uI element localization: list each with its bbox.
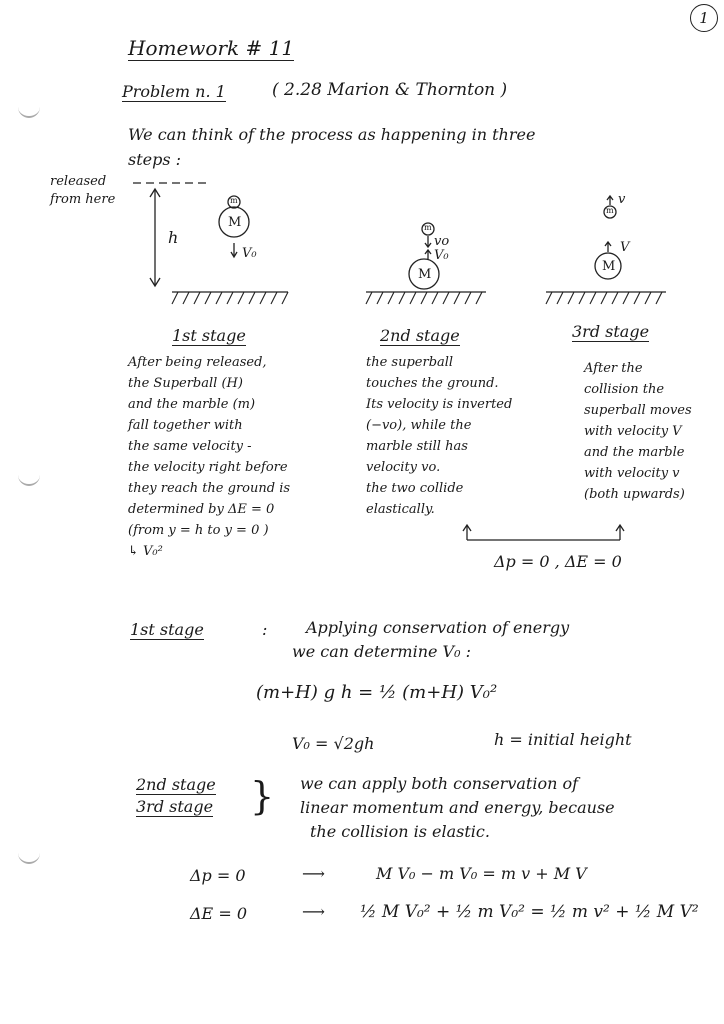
stage2-v0-up-label: V₀ xyxy=(434,248,449,263)
section1-height-definition: h = initial height xyxy=(494,730,632,749)
section1-energy-equation: (m+H) g h = ½ (m+H) V₀² xyxy=(256,682,498,703)
energy-equation: ½ M V₀² + ½ m V₀² = ½ m v² + ½ M V² xyxy=(360,902,699,922)
s2-line: the superball xyxy=(366,355,454,370)
stage3-mass-M: M xyxy=(602,259,616,274)
stage-conservation: Δp = 0 , ΔE = 0 xyxy=(494,552,622,571)
section1-text-2: we can determine V₀ : xyxy=(292,642,471,661)
momentum-arrow: ⟶ xyxy=(302,864,325,883)
stage3-title: 3rd stage xyxy=(572,322,650,341)
page-number: 1 xyxy=(690,4,718,32)
section2-text-1: we can apply both conservation of xyxy=(300,774,579,793)
stage1-title: 1st stage xyxy=(172,326,246,345)
problem-reference: ( 2.28 Marion & Thornton ) xyxy=(272,80,508,100)
page-title: Homework # 11 xyxy=(128,36,295,60)
s2-line: Its velocity is inverted xyxy=(366,397,513,412)
s2-line: the two collide xyxy=(366,481,464,496)
s1-line: ↳ V₀² xyxy=(128,544,163,559)
stage2-mass-m: m xyxy=(424,223,432,232)
s1-line: and the marble (m) xyxy=(128,397,256,412)
s3-line: and the marble xyxy=(584,445,685,460)
stage3-description xyxy=(584,358,692,505)
intro-line-1: We can think of the process as happening in three xyxy=(128,125,536,144)
s2-line: marble still has xyxy=(366,439,468,454)
s3-line: superball moves xyxy=(584,403,692,418)
s1-line: the same velocity - xyxy=(128,439,252,454)
stage1-mass-M: M xyxy=(228,215,242,230)
intro-line-2: steps : xyxy=(128,150,182,169)
stage1-description xyxy=(128,352,290,562)
stage2-title: 2nd stage xyxy=(380,326,460,345)
stage2-description xyxy=(366,352,512,520)
section2-label-1: 2nd stage xyxy=(136,775,216,794)
stage2-vo-label: vo xyxy=(434,234,450,249)
energy-condition: ΔE = 0 xyxy=(190,904,247,923)
released-label-1: released xyxy=(50,174,107,189)
stage3-v-label: v xyxy=(618,192,626,207)
stage3-V-label: V xyxy=(620,240,630,255)
section2-label-2: 3rd stage xyxy=(136,797,214,816)
stage1-v0-label: V₀ xyxy=(242,246,257,261)
released-label-2: from here xyxy=(50,192,116,207)
section2-brace: } xyxy=(250,774,275,818)
s2-line: elastically. xyxy=(366,502,435,517)
section2-text-3: the collision is elastic. xyxy=(310,822,490,841)
stage3-mass-m: m xyxy=(606,206,614,215)
s1-line: (from y = h to y = 0 ) xyxy=(128,523,269,538)
s1-line: the Superball (H) xyxy=(128,376,243,391)
s2-line: (−vo), while the xyxy=(366,418,472,433)
height-label: h xyxy=(168,228,179,247)
s1-line: the velocity right before xyxy=(128,460,288,475)
section1-colon: : xyxy=(262,620,268,639)
section1-label: 1st stage xyxy=(130,620,204,639)
s1-line: they reach the ground is xyxy=(128,481,291,496)
s3-line: with velocity V xyxy=(584,424,682,439)
section1-text-1: Applying conservation of energy xyxy=(306,618,570,637)
stage1-mass-m: m xyxy=(230,196,238,205)
s2-line: touches the ground. xyxy=(366,376,499,391)
energy-arrow: ⟶ xyxy=(302,902,325,921)
momentum-condition: Δp = 0 xyxy=(190,866,246,885)
momentum-equation: M V₀ − m V₀ = m v + M V xyxy=(376,864,587,883)
section2-text-2: linear momentum and energy, because xyxy=(300,798,615,817)
s3-line: with velocity v xyxy=(584,466,680,481)
section1-v0-equation: V₀ = √2gh xyxy=(292,734,375,753)
s1-line: determined by ΔE = 0 xyxy=(128,502,275,517)
problem-label: Problem n. 1 xyxy=(122,82,226,101)
s1-line: fall together with xyxy=(128,418,243,433)
s3-line: After the xyxy=(584,361,643,376)
s3-line: collision the xyxy=(584,382,665,397)
s2-line: velocity vo. xyxy=(366,460,441,475)
s1-line: After being released, xyxy=(128,355,267,370)
s3-line: (both upwards) xyxy=(584,487,685,502)
stage2-mass-M: M xyxy=(418,267,432,282)
